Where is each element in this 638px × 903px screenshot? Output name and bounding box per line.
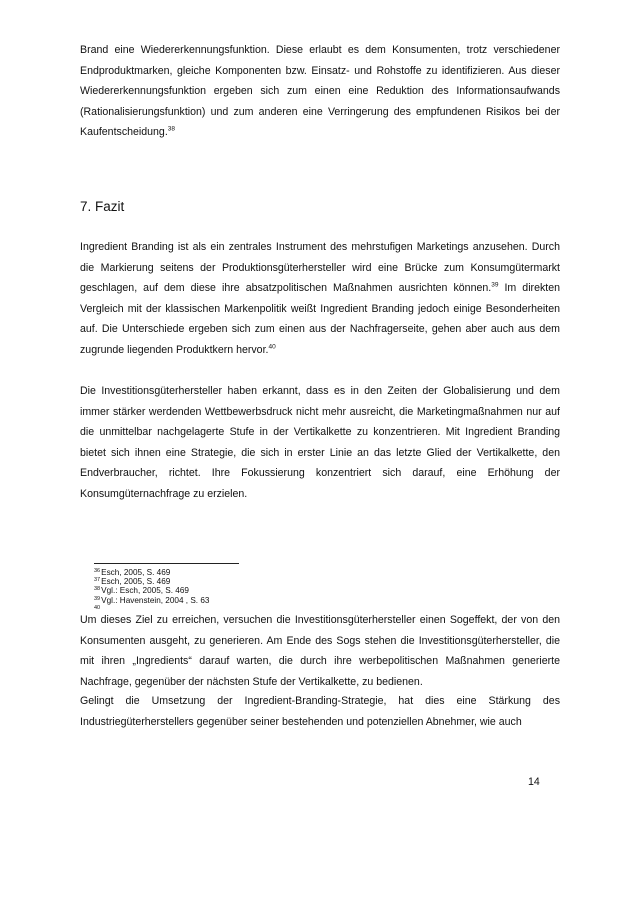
paragraph-text: Um dieses Ziel zu erreichen, versuchen die Investitionsgüterhersteller einen Sogeffekt, der von den Konsumenten ausgeht, zu generieren. Am Ende des Sogs stehen die Investitionsgüterhersteller, die mit ihren „Ingredients“ darauf warten, die durch ihre werbepolitischen Maßnahmen generierte Nachfrage, gegenüber der nächsten Stufe der Vertikalkette, zu bedienen. [80, 614, 560, 688]
footnote-item [94, 577, 394, 586]
footnote-item [94, 586, 394, 595]
paragraph-text: Gelingt die Umsetzung der Ingredient-Branding-Strategie, hat dies eine Stärkung des Industriegüterherstellers gegenüber seiner bestehenden und potenziellen Abnehmer, wie auch [80, 695, 560, 728]
paragraph-suction-effect [80, 610, 560, 692]
footnote-reference[interactable]: 38 [167, 125, 175, 133]
paragraph-investment-goods [80, 381, 560, 504]
paragraph-ingredient-branding [80, 237, 560, 360]
paragraph-text: Im direkten Vergleich mit der klassischen Markenpolitik weißt Ingredient Branding jedoch einige Besonderheiten auf. Die Unterschiede ergeben sich zum einen aus der Nachfragerseite, gehen aber auch aus dem zugrunde liegenden Produktkern hervor. [80, 282, 560, 356]
footnote-number: 38 [94, 586, 101, 593]
footnote-number: 40 [94, 604, 101, 611]
footnote-divider [94, 563, 239, 564]
paragraph-text: Ingredient Branding ist als ein zentrales Instrument des mehrstufigen Marketings anzusehen. Durch die Markierung seitens der Produktionsgüterhersteller wird eine Brücke zum Konsumgütermarkt geschlagen, auf dem diese ihre absatzpolitischen Maßnahmen ausrichten können. [80, 241, 560, 294]
paragraph-text: Die Investitionsgüterhersteller haben erkannt, dass es in den Zeiten der Globalisierung und dem immer stärker werdenden Wettbewerbsdruck nicht mehr ausreicht, die Marketingmaßnahmen nur auf die unmittelbar nachgelagerte Stufe in der Vertikalkette zu konzentrieren. Mit Ingredient Branding bietet sich ihnen eine Strategie, die sich in erster Linie an das letzte Glied der Vertikalkette, den Endverbraucher, richtet. Ihre Fokussierung konzentriert sich darauf, eine Erhöhung der Konsumgüternachfrage zu erzielen. [80, 385, 560, 500]
footnote-item [94, 568, 394, 577]
footnote-text: Esch, 2005, S. 469 [101, 568, 171, 577]
footnotes [94, 568, 394, 614]
footnote-number: 36 [94, 568, 101, 574]
paragraph-text: Brand eine Wiedererkennungsfunktion. Diese erlaubt es dem Konsumenten, trotz verschiedener Endproduktmarken, gleiche Komponenten bzw. Einsatz- und Rohstoffe zu identifizieren. Aus dieser Wiedererkennungsfunktion ergeben sich zum einen eine Reduktion des Informationsaufwands (Rationalisierungsfunktion) und zum anderen eine Verringerung des empfundenen Risikos bei der Kaufentscheidung. [80, 44, 560, 138]
footnote-text: Esch, 2005, S. 469 [101, 577, 171, 587]
footnote-text: Vgl.: Esch, 2005, S. 469 [101, 586, 189, 596]
footnote-text: Vgl.: Havenstein, 2004 , S. 63 [101, 595, 210, 605]
paragraph-brand-recognition [80, 40, 560, 143]
footnote-number: 39 [94, 595, 101, 602]
page-number: 14 [528, 776, 540, 788]
section-heading-fazit: 7. Fazit [80, 199, 125, 214]
footnote-item [94, 596, 394, 605]
footnote-number: 37 [94, 577, 101, 584]
footnote-reference[interactable]: 40 [268, 342, 276, 350]
footnote-reference[interactable]: 39 [491, 281, 499, 289]
paragraph-strategy-success [80, 691, 560, 732]
